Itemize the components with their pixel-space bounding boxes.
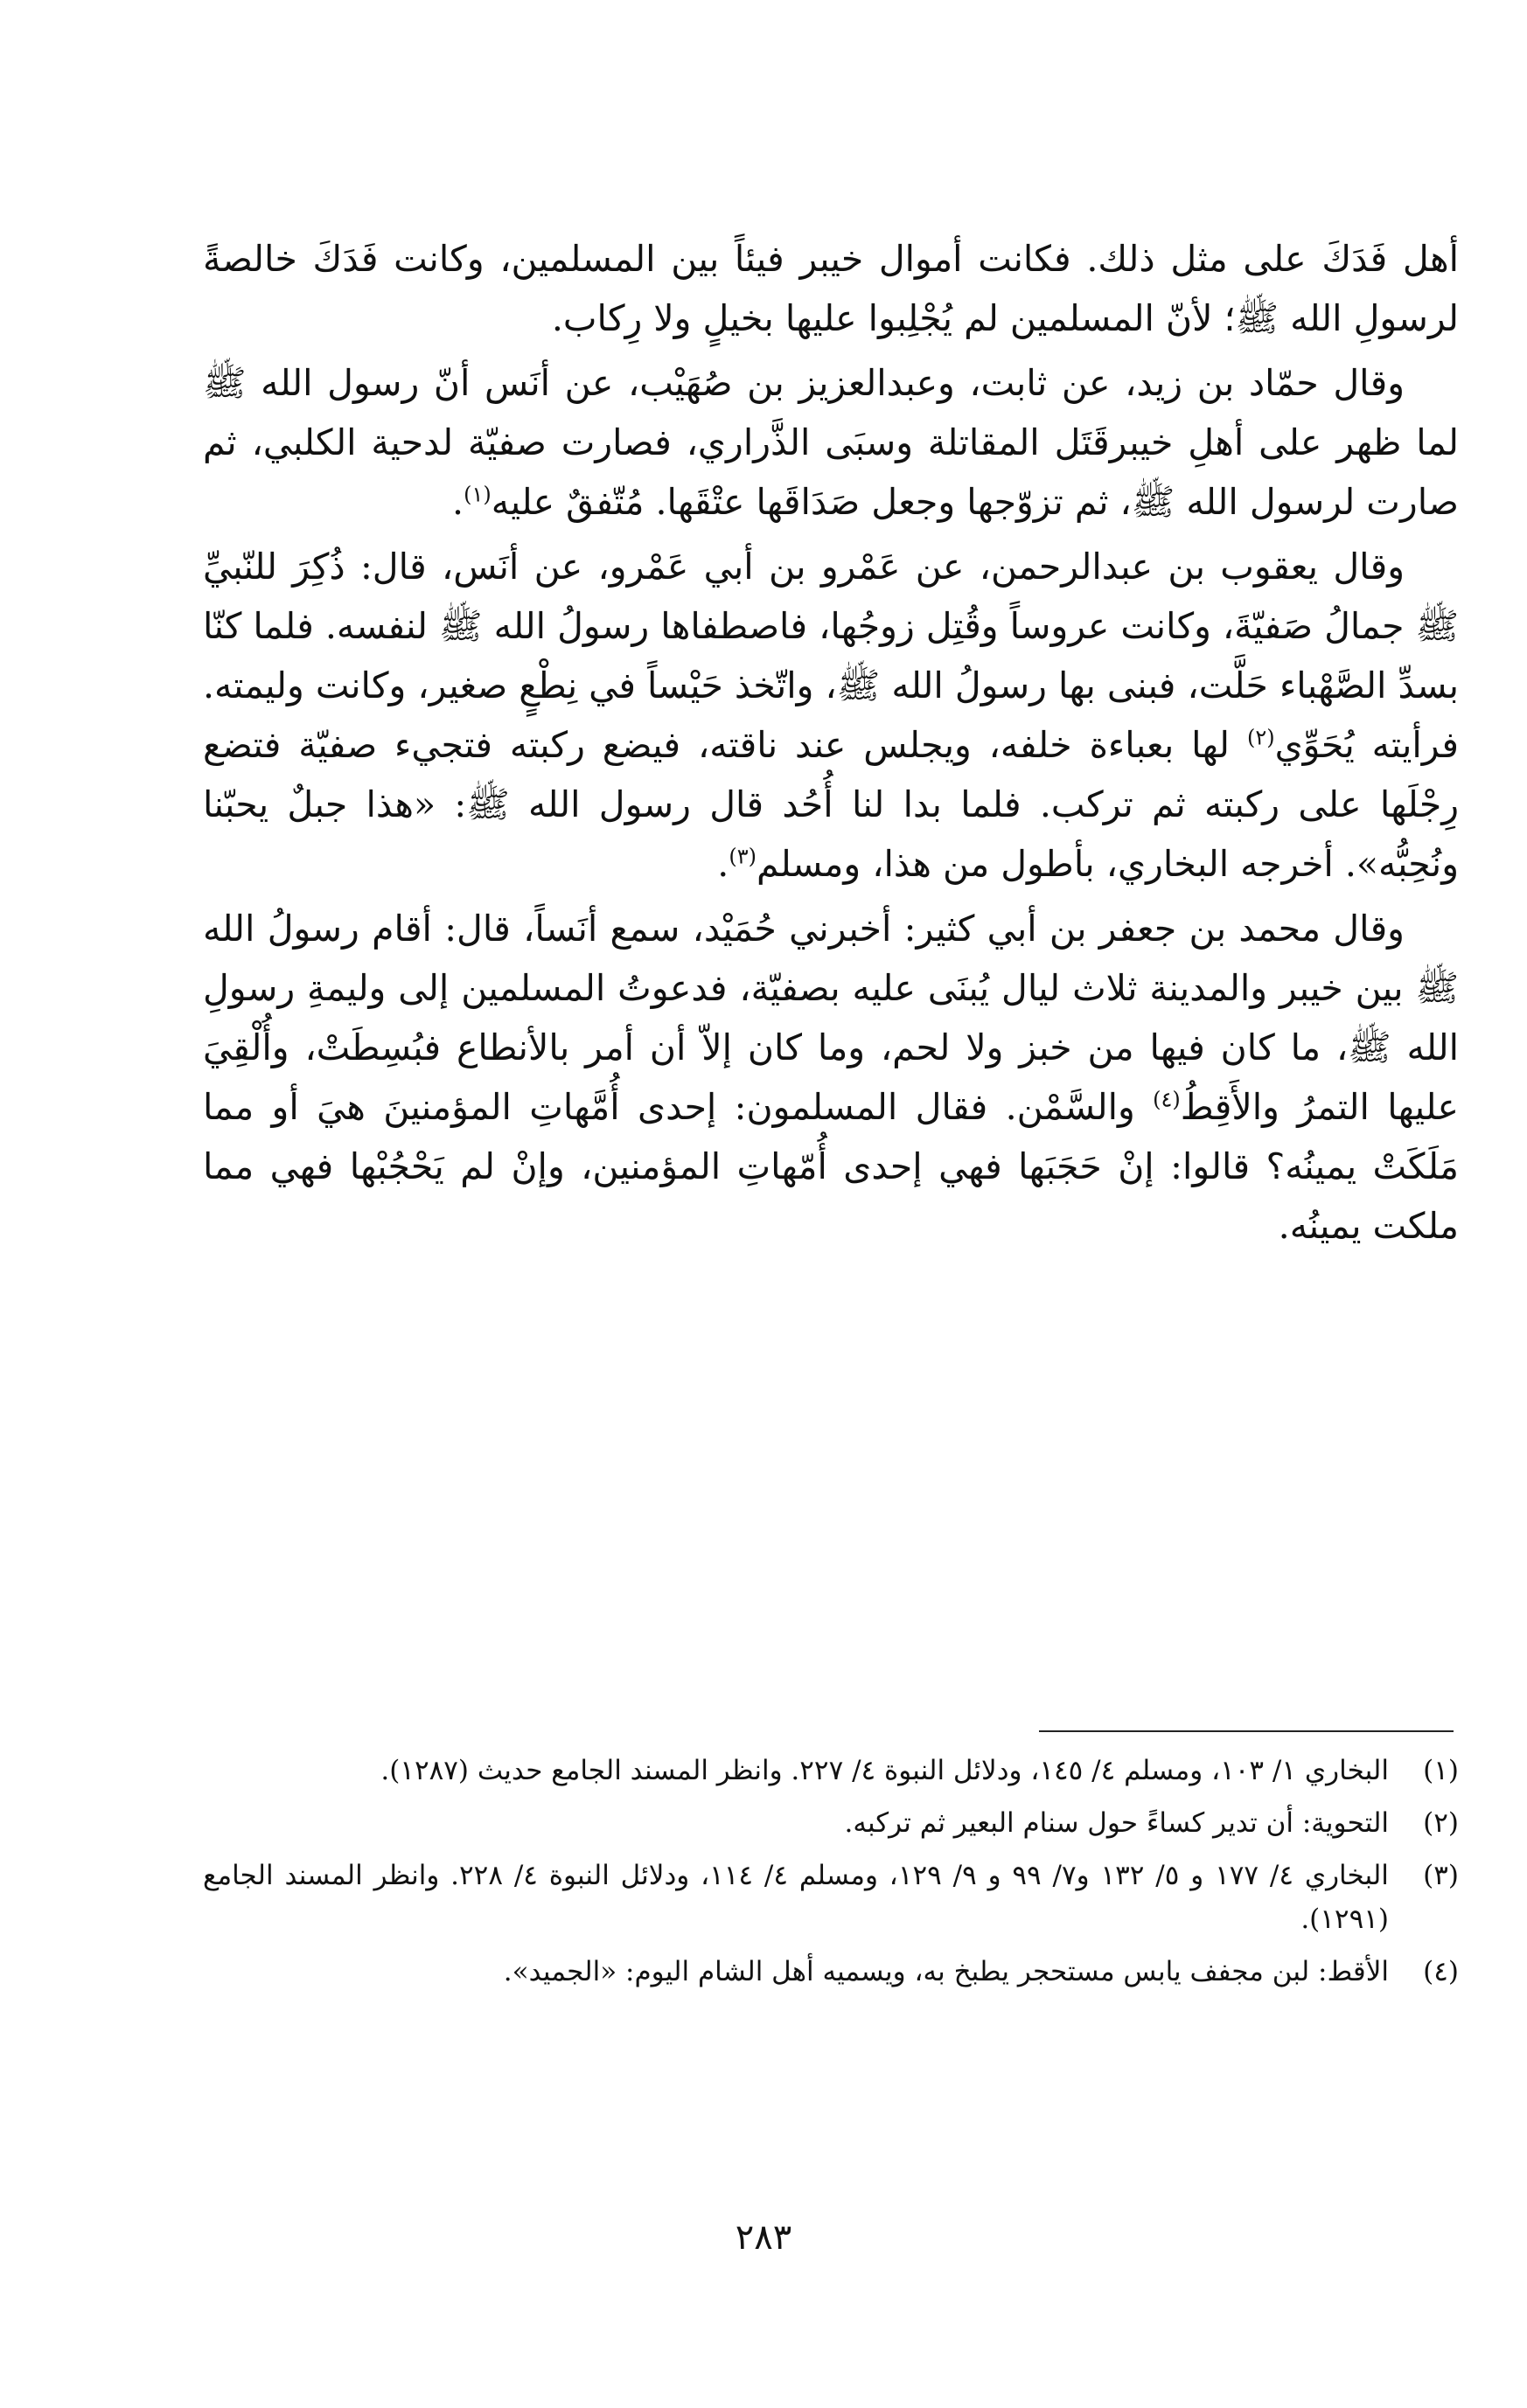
footnote-1-number: (١)	[1423, 1755, 1459, 1786]
paragraph-2-text: وقال حمّاد بن زيد، عن ثابت، وعبدالعزيز بن صُهَيْب، عن أنَس أنّ رسول الله ﷺ لما ظهر على أهلِ خيبرقَتَل المقاتلة وسبَى الذَّراري، فصارت صفيّة لدحية الكلبي، ثم صارت لرسول الله ﷺ، ثم تزوّجها وجعل صَدَاقَها عتْقَها. مُتّفقٌ عليه	[203, 362, 1459, 523]
paragraph-4-end: والسَّمْن. فقال المسلمون: إحدى أُمَّهاتِ المؤمنينَ هيَ أو مما مَلَكَتْ يمينُه؟ قالوا: إنْ حَجَبَها فهي إحدى أُمّهاتِ المؤمنين، وإنْ لم يَحْجُبْها فهي مما ملكت يمينُه.	[203, 1086, 1459, 1247]
footnote-ref-3: (٣)	[729, 844, 757, 869]
footnote-ref-1: (١)	[464, 482, 492, 507]
footnote-2-text: التحوية: أن تدير كساءً حول سنام البعير ثم تركبه.	[844, 1807, 1389, 1839]
paragraph-4-text: وقال محمد بن جعفر بن أبي كثير: أخبرني حُمَيْد، سمع أنَساً، قال: أقام رسولُ الله ﷺ بين خيبر والمدينة ثلاث ليال يُبنَى عليه بصفيّة، فدعوتُ المسلمين إلى وليمةِ رسولِ الله ﷺ، ما كان فيها من خبز ولا لحم، وما كان إلاّ أن أمر بالأنطاع فبُسِطَتْ، وأُلْقِيَ عليها التمرُ والأَقِطُ	[203, 908, 1459, 1128]
footnote-3-text: البخاري ٤/ ١٧٧ و ٥/ ١٣٢ و٧/ ٩٩ و ٩/ ١٢٩، ومسلم ٤/ ١١٤، ودلائل النبوة ٤/ ٢٢٨. وانظر المسند الجامع (١٢٩١).	[203, 1860, 1389, 1935]
footnote-2	[203, 1801, 1459, 1845]
paragraph-4	[203, 899, 1459, 1256]
paragraph-1-text: أهل فَدَكَ على مثل ذلك. فكانت أموال خيبر فيئاً بين المسلمين، وكانت فَدَكَ خالصةً لرسولِ الله ﷺ؛ لأنّ المسلمين لم يُجْلِبوا عليها بخيلٍ ولا رِكاب.	[203, 238, 1459, 339]
paragraph-2	[203, 353, 1459, 532]
paragraph-3	[203, 537, 1459, 894]
paragraph-3-middle: لها بعباءة خلفه، ويجلس عند ناقته، فيضع ركبته فتجيء صفيّة فتضع رِجْلَها على ركبته ثم تركب. فلما بدا لنا أُحُد قال رسول الله ﷺ: «هذا جبلٌ يحبّنا ونُحِبُّه». أخرجه البخاري، بأطول من هذا، ومسلم	[203, 724, 1459, 885]
paragraph-3-end: .	[717, 843, 729, 885]
footnote-4-number: (٤)	[1423, 1956, 1459, 1987]
footnote-1-text: البخاري ١/ ١٠٣، ومسلم ٤/ ١٤٥، ودلائل النبوة ٤/ ٢٢٧. وانظر المسند الجامع حديث (١٢٨٧).	[380, 1755, 1389, 1786]
footnotes	[203, 1749, 1459, 2002]
footnote-3	[203, 1854, 1459, 1941]
paragraph-3-text: وقال يعقوب بن عبدالرحمن، عن عَمْرو بن أبي عَمْرو، عن أنَس، قال: ذُكِرَ للنّبيِّ ﷺ جمالُ صَفيّةَ، وكانت عروساً وقُتِل زوجُها، فاصطفاها رسولُ الله ﷺ لنفسه. فلما كنّا بسدِّ الصَّهْباء حَلَّت، فبنى بها رسولُ الله ﷺ، واتّخذ حَيْساً في نِطْعٍ صغير، وكانت وليمته. فرأيته يُحَوِّي	[203, 546, 1459, 766]
paragraph-1	[203, 229, 1459, 348]
footnote-1	[203, 1749, 1459, 1792]
footnote-ref-2: (٢)	[1246, 725, 1275, 750]
footnote-3-number: (٣)	[1423, 1860, 1459, 1891]
footnote-ref-4: (٤)	[1153, 1087, 1181, 1112]
footnote-4	[203, 1950, 1459, 1994]
page-number: ٢٨٣	[735, 2217, 792, 2258]
footnote-2-number: (٢)	[1423, 1807, 1459, 1839]
paragraph-2-end: .	[452, 481, 464, 523]
footnote-divider	[1039, 1730, 1454, 1732]
footnote-4-text: الأقط: لبن مجفف يابس مستحجر يطبخ به، ويسميه أهل الشام اليوم: «الجميد».	[503, 1956, 1389, 1987]
main-text	[203, 229, 1459, 1261]
